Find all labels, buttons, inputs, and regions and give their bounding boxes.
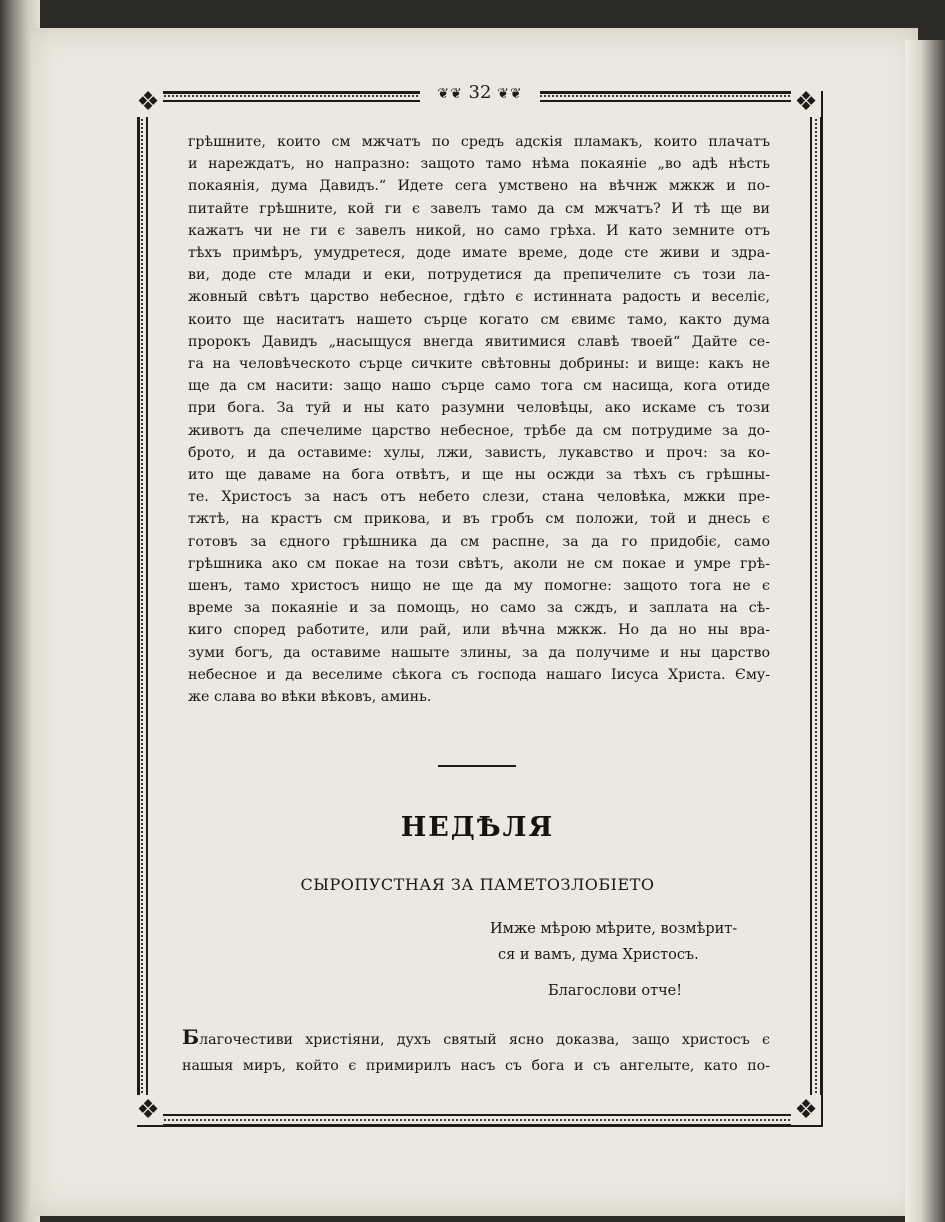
sermon-text [182, 1024, 770, 1079]
page-number: 32 [468, 82, 492, 103]
text-line: грѣшните, които см мжчатъ по средъ адскія пламакъ, които плачатъ [188, 134, 770, 150]
page-header [420, 78, 540, 108]
drop-cap: Б [182, 1025, 200, 1049]
text-line: грѣшника ако см покае на този свѣтъ, аколи не см покае и умре грѣ- [188, 555, 770, 572]
epigraph-line: ся и вамъ, дума Христосъ. [498, 947, 699, 963]
text-line: ще да см насити: защо нашо сърце само тога см насища, кога отиде [188, 378, 770, 395]
corner-ornament-icon: ❖ [791, 1095, 821, 1125]
blessing: Благослови отче! [548, 983, 683, 999]
text-line: тжтѣ, на крастъ см прикова, и въ гробъ см положи, той и днесь є [188, 511, 770, 528]
text-line: ви, доде сте млади и еки, потрудетися да препичелите съ този ла- [188, 267, 770, 284]
text-line: же слава во вѣки вѣковъ, аминь. [188, 689, 432, 706]
epigraph [490, 916, 780, 968]
section-subtitle: СЫРОПУСТНАЯ ЗА ПАМЕТОЗЛОБІЕТО [300, 875, 655, 894]
text-line: при бога. За туй и ны като разумни человѣцы, ако искаме съ този [188, 400, 770, 417]
corner-ornament-icon: ❖ [791, 87, 821, 117]
text-line: брото, и да оставиме: хулы, лжи, зависть, лукавство и проч: за ко- [188, 444, 770, 461]
text-line: киго според работите, или рай, или вѣчна мжкж. Но да но ны вра- [188, 622, 770, 639]
next-page-edge [905, 40, 945, 1222]
text-line: животъ да спечелиме царство небесное, трѣбе да см потрудиме за до- [188, 422, 770, 439]
text-line: тѣхъ примѣръ, умудретеся, доде имате време, доде сте живи и здра- [188, 245, 770, 262]
text-line: готовъ за єдного грѣшника да см распне, за да го придобіє, само [188, 533, 770, 550]
text-line: зуми богъ, да оставиме нашыте злины, за да получиме и ны царство [188, 644, 770, 661]
corner-ornament-icon: ❖ [133, 1095, 163, 1125]
text-line: покаянія, дума Давидъ.“ Идете сега умствено на вѣчнж мжкж и по- [188, 178, 770, 195]
sermon-line-text: лагочестиви христіяни, духъ святый ясно доказва, защо христосъ є [199, 1032, 770, 1048]
text-line: шенъ, тамо христосъ нищо не ще да му помогне: защото тога не є [188, 578, 770, 595]
text-line [182, 1024, 770, 1053]
text-line: ито ще даваме на бога отвѣтъ, и ще ны осжди за тѣхъ съ грѣшны- [188, 467, 770, 484]
text-line: които ще наситатъ нашето сърце когато см євимє тамо, както дума [188, 311, 770, 328]
text-line: питайте грѣшните, кой ги є завелъ тамо да см мжчатъ? И тѣ ще ви [188, 200, 770, 217]
text-line: жовный свѣтъ царство небесное, гдѣто є истинната радость и веселіє, [188, 289, 770, 306]
text-line: нашыя миръ, който є примирилъ насъ съ бога и съ ангелыте, като по- [182, 1058, 770, 1074]
text-line: небесное и да веселиме сѣкога съ господа нашаго Іисуса Христа. Єму- [188, 666, 770, 683]
text-line: те. Христосъ за насъ отъ небето слези, стана человѣка, мжки пре- [188, 489, 770, 506]
text-line: га на человѣческото сърце сичките свѣтовны добрины: и вище: какъ не [188, 356, 770, 373]
section-divider [438, 765, 516, 767]
section-title: НЕДѢЛЯ [400, 812, 555, 843]
header-ornament-left-icon: ❦❦ [437, 86, 463, 102]
epigraph-line: Имже мѣрою мѣрите, возмѣрит- [490, 921, 738, 937]
corner-ornament-icon: ❖ [133, 87, 163, 117]
text-line: време за покаяніе и за помощь, но само за сждъ, и заплата на сѣ- [188, 600, 770, 617]
body-text [188, 131, 770, 708]
header-ornament-right-icon: ❦❦ [497, 86, 523, 102]
text-line: и нареждатъ, но напразно: защото тамо нѣма покаяніе „во адѣ нѣсть [188, 156, 770, 173]
text-line: пророкъ Давидъ „насыщуся внегда явитимися славѣ твоей“ Дайте се- [188, 333, 770, 350]
text-line: кажатъ чи не ги є завелъ никой, но само грѣха. И като земните отъ [188, 222, 770, 239]
